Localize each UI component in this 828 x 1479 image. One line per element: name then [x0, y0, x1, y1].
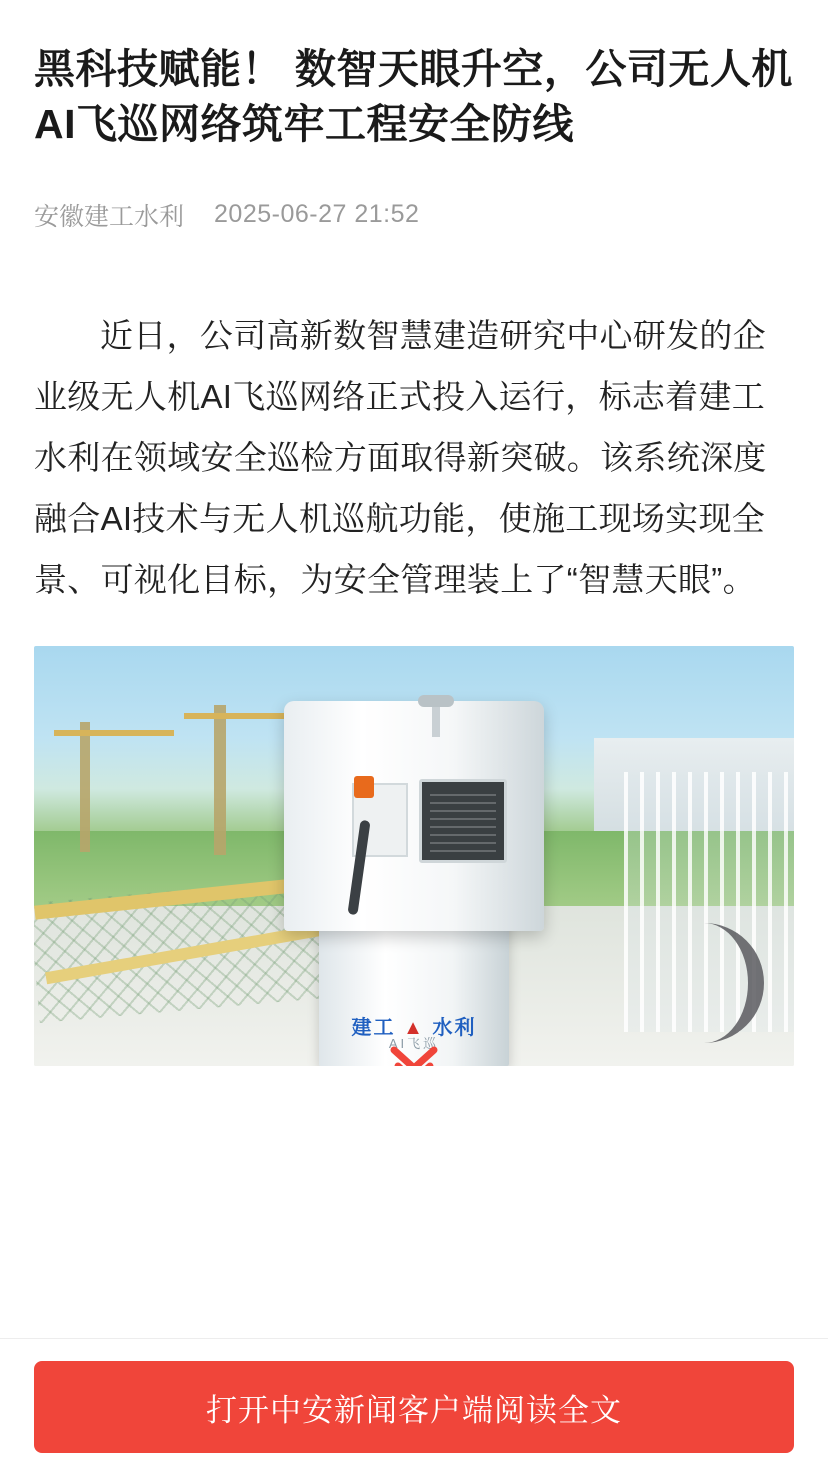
photo-scene: [34, 646, 794, 1066]
device-brand: 建工 ▲ 水利: [351, 1016, 477, 1039]
article-meta: [34, 197, 794, 233]
device-brand-sub: AI飞巡: [388, 1035, 440, 1051]
footer-bar: [0, 1338, 828, 1479]
tower-crane-mast: [80, 722, 90, 852]
device-emergency-switch: [354, 776, 374, 798]
open-app-button[interactable]: 打开中安新闻客户端阅读全文: [34, 1361, 794, 1453]
article-datetime: 2025-06-27 21:52: [214, 200, 420, 229]
page-title: 黑科技赋能！ 数智天眼升空，公司无人机AI飞巡网络筑牢工程安全防线: [34, 46, 793, 148]
chevron-down-double-icon[interactable]: [384, 1044, 444, 1066]
hose-right: [638, 923, 764, 1043]
crane-jib-left: [54, 730, 174, 736]
tower-crane-mast-2: [214, 705, 226, 855]
article-body-paragraph: 近日，公司高新数智慧建造研究中心研发的企业级无人机AI飞巡网络正式投入运行，标志着建工水利在领域安全巡检方面取得新突破。该系统深度融合AI技术与无人机巡航功能，使施工现场实现全景、可视化目标，为安全管理装上了“智慧天眼”。: [34, 316, 767, 598]
device-vent-panel: [419, 779, 507, 863]
article-image: [34, 646, 794, 1066]
article-source: 安徽建工水利: [34, 202, 185, 231]
content-fade-overlay: [0, 1279, 828, 1339]
antenna-icon: [432, 705, 440, 737]
brand-mark-icon: ▲: [403, 1016, 425, 1039]
device-body: [284, 701, 544, 931]
